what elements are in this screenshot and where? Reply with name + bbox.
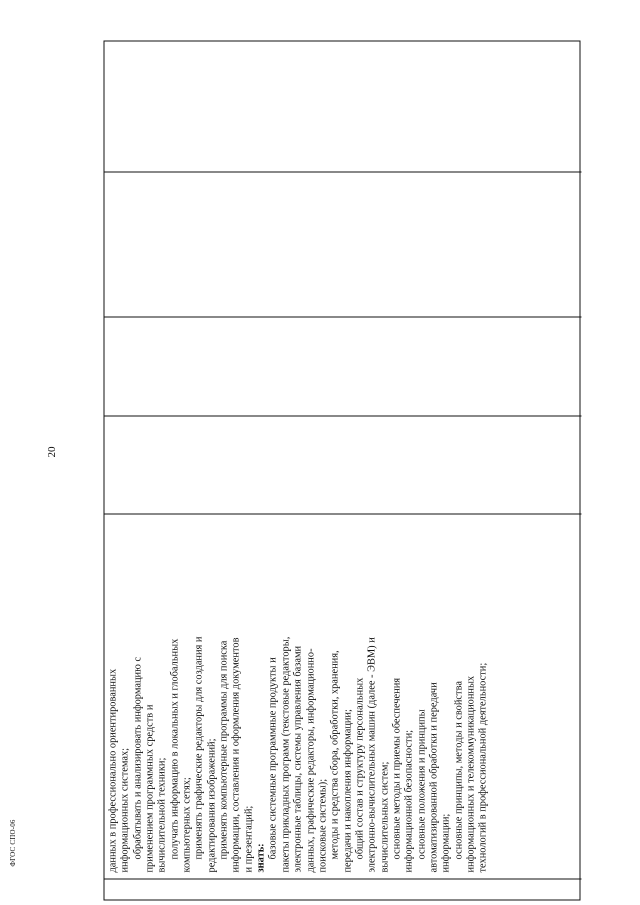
- content-line: компьютерных сетях;: [181, 776, 193, 872]
- content-line: знать:: [255, 842, 267, 872]
- content-line: и презентаций;: [242, 805, 254, 872]
- column-divider: [104, 513, 581, 514]
- content-line: поисковые системы);: [316, 778, 328, 872]
- content-line: основные принципы, методы и свойства: [452, 680, 464, 859]
- content-line: редактирования изображений;: [205, 738, 217, 872]
- content-line: применением программных средств и: [144, 704, 156, 872]
- column-divider: [104, 171, 581, 172]
- content-line: применять компьютерные программы для поиска: [218, 640, 230, 859]
- content-line: технологий в профессиональной деятельности;: [477, 662, 489, 872]
- content-line: информационной безопасности;: [403, 729, 415, 872]
- document-footer-code: ФГОС СПО-06: [9, 819, 17, 867]
- content-line: вычислительных систем;: [378, 761, 390, 872]
- content-line: пакеты прикладных программ (текстовые редакторы,: [279, 636, 291, 872]
- column-divider: [104, 415, 581, 416]
- content-line: вычислительной техники;: [156, 757, 168, 872]
- content-line: электронно-вычислительных машин (далее - ЭВМ) и: [366, 636, 378, 872]
- competency-description-cell: [104, 514, 581, 879]
- column-divider: [104, 316, 581, 317]
- content-line: данных в профессионально ориентированных: [107, 668, 118, 872]
- content-line: базовые системные программные продукты и: [267, 656, 279, 859]
- content-line: методы и средства сбора, обработки, хранения,: [329, 649, 341, 859]
- content-line: данных, графические редакторы, информационно-: [304, 647, 316, 872]
- content-line: информации, составления и оформления документов: [230, 637, 242, 872]
- content-line: информации;: [440, 813, 452, 872]
- content-line: электронные таблицы, системы управления базами: [292, 645, 304, 872]
- content-line: автоматизированной обработки и передачи: [427, 681, 439, 872]
- content-line: основные положения и принципы: [415, 708, 427, 859]
- content-line: информационных системах;: [119, 747, 131, 872]
- content-line: основные методы и приемы обеспечения: [390, 677, 402, 859]
- content-line: передачи и накопления информации;: [341, 708, 353, 872]
- content-line: общий состав и структуру персональных: [353, 677, 365, 859]
- table-row: [104, 41, 581, 899]
- content-line: обрабатывать и анализировать информацию с: [131, 656, 143, 859]
- page-number: 20: [46, 446, 58, 458]
- content-line: применять графические редакторы для создания и: [193, 636, 205, 859]
- content-line: информационных и телекоммуникационных: [464, 675, 476, 872]
- curriculum-table: [103, 40, 580, 900]
- content-line: получать информацию в локальных и глобальных: [168, 638, 180, 859]
